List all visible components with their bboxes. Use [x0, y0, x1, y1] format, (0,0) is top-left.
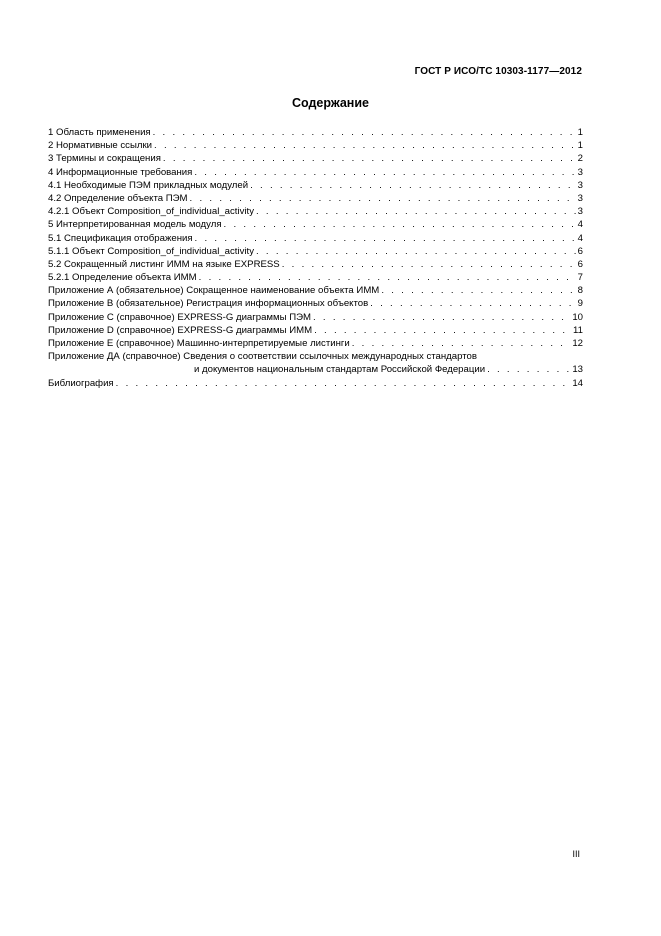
toc-entry-label: 5 Интерпретированная модель модуля	[48, 219, 222, 231]
toc-entry-label: 4.1 Необходимые ПЭМ прикладных модулей	[48, 179, 249, 191]
toc-entry-label: Приложение С (справочное) EXPRESS-G диаграммы ПЭМ	[48, 311, 311, 323]
toc-entry-label: 5.2 Сокращенный листинг ИММ на языке EXPRESS	[48, 258, 280, 270]
table-of-contents	[48, 126, 583, 390]
toc-leader-dots	[163, 152, 576, 165]
toc-leader-dots	[154, 139, 576, 152]
toc-entry[interactable]	[48, 192, 583, 205]
toc-entry-label: 4 Информационные требования	[48, 166, 193, 178]
toc-leader-dots	[194, 166, 575, 179]
toc-entry-label: Приложение D (справочное) EXPRESS-G диаграммы ИММ	[48, 324, 313, 336]
toc-leader-dots	[190, 192, 576, 205]
toc-entry[interactable]	[48, 179, 583, 192]
toc-entry[interactable]	[48, 139, 583, 152]
toc-leader-dots	[313, 311, 570, 324]
toc-entry-label: 5.1 Спецификация отображения	[48, 232, 193, 244]
toc-leader-dots	[381, 284, 575, 297]
toc-leader-dots	[282, 258, 576, 271]
toc-entry-page: 10	[572, 311, 583, 323]
toc-entry-page: 3	[577, 179, 583, 191]
toc-entry-label-continuation: и документов национальным стандартам Российской Федерации	[194, 364, 486, 376]
toc-entry-label: 2 Нормативные ссылки	[48, 140, 153, 152]
toc-entry-label: 3 Термины и сокращения	[48, 153, 161, 165]
toc-entry-page: 6	[577, 258, 583, 270]
toc-entry-page: 9	[577, 298, 583, 310]
toc-leader-dots	[370, 297, 575, 310]
toc-entry-page: 14	[572, 377, 583, 389]
toc-entry[interactable]	[48, 311, 583, 324]
toc-entry-page: 12	[572, 338, 583, 349]
toc-entry-label: Приложение Е (справочное) Машинно-интерпретируемые листинги	[48, 338, 350, 349]
toc-title: Содержание	[291, 96, 369, 110]
toc-entry-bibliography[interactable]	[48, 377, 583, 390]
toc-entry[interactable]	[48, 284, 583, 297]
toc-entry-label: 5.2.1 Определение объекта ИММ	[48, 272, 197, 284]
toc-entry-page: 8	[577, 285, 583, 297]
toc-entry-label: 1 Область применения	[48, 127, 151, 138]
toc-leader-dots	[199, 271, 576, 284]
toc-leader-dots	[195, 232, 576, 245]
toc-entry[interactable]	[48, 126, 583, 139]
toc-entry-label: 5.1.1 Объект Composition_of_individual_activity	[48, 245, 254, 257]
toc-entry-page: 3	[577, 192, 583, 204]
toc-entry-page: 4	[577, 232, 583, 244]
toc-leader-dots	[250, 179, 576, 192]
toc-entry[interactable]	[48, 218, 583, 231]
toc-entry-label: Библиография	[48, 377, 114, 389]
toc-entry[interactable]	[48, 205, 583, 218]
toc-entry[interactable]	[48, 258, 583, 271]
toc-entry-page: 6	[577, 245, 583, 257]
toc-leader-dots	[487, 363, 570, 376]
toc-entry[interactable]	[48, 166, 583, 179]
toc-entry[interactable]	[48, 337, 583, 350]
toc-entry[interactable]	[48, 297, 583, 310]
toc-entry-page: 3	[577, 166, 583, 178]
toc-entry-label: Приложение ДА (справочное) Сведения о соответствии ссылочных международных стандартов	[48, 351, 477, 363]
toc-entry[interactable]	[48, 232, 583, 245]
toc-entry[interactable]	[48, 245, 583, 258]
toc-entry-page: 2	[577, 153, 583, 165]
toc-leader-dots	[256, 245, 576, 258]
toc-leader-dots	[153, 126, 576, 139]
toc-leader-dots	[314, 324, 571, 337]
toc-entry-page: 7	[577, 272, 583, 284]
toc-leader-dots	[116, 377, 571, 390]
toc-entry-label: 4.2 Определение объекта ПЭМ	[48, 192, 188, 204]
page-number: III	[572, 849, 580, 859]
toc-entry-page: 1	[577, 140, 583, 152]
toc-entry-continuation[interactable]	[48, 363, 583, 376]
toc-entry-label: Приложение А (обязательное) Сокращенное наименование объекта ИММ	[48, 285, 380, 297]
toc-entry[interactable]	[48, 152, 583, 165]
toc-leader-dots	[352, 337, 571, 350]
toc-entry[interactable]	[48, 271, 583, 284]
toc-entry-label: Приложение В (обязательное) Регистрация информационных объектов	[48, 298, 369, 310]
document-code-header: ГОСТ Р ИСО/ТС 10303-1177—2012	[414, 66, 582, 77]
toc-entry-page: 3	[577, 206, 583, 218]
toc-entry-page: 11	[573, 324, 583, 336]
toc-entry-multiline[interactable]	[48, 350, 583, 363]
toc-entry-label: 4.2.1 Объект Composition_of_individual_activity	[48, 206, 254, 218]
toc-entry-page: 1	[577, 127, 583, 138]
toc-entry-page: 13	[572, 364, 583, 376]
toc-entry[interactable]	[48, 324, 583, 337]
toc-entry-page: 4	[577, 219, 583, 231]
toc-leader-dots	[256, 205, 576, 218]
toc-leader-dots	[224, 218, 576, 231]
